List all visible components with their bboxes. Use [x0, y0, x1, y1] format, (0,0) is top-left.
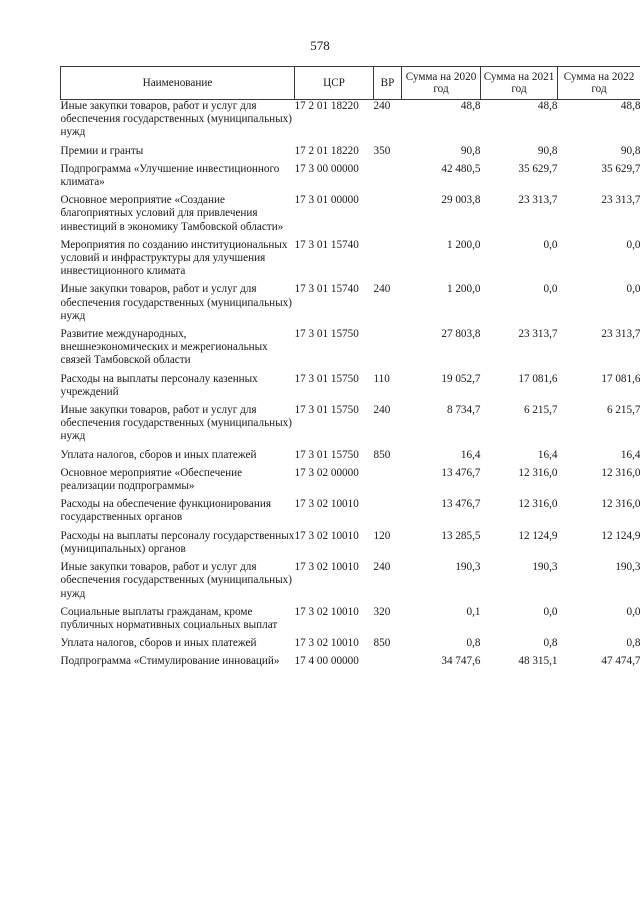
row-sum-2020: 13 285,5 — [441, 529, 481, 542]
table-row — [61, 498, 640, 529]
row-sum-2021: 12 316,0 — [518, 466, 558, 479]
table-row — [61, 163, 640, 194]
row-csr: 17 3 01 00000 — [294, 194, 359, 207]
table-row — [61, 194, 640, 239]
row-csr: 17 3 01 15750 — [294, 372, 359, 385]
row-name: Основное мероприятие «Обеспечение реализации подпрограммы» — [60, 466, 243, 493]
row-name: Иные закупки товаров, работ и услуг для обеспечения государственных (муниципальных) нужд — [60, 404, 292, 443]
row-vr: 240 — [373, 404, 391, 417]
row-name: Развитие международных, внешнеэкономических и межрегиональных связей Тамбовской области — [60, 328, 268, 367]
row-csr: 17 3 01 15750 — [294, 328, 359, 341]
page-number: 578 — [310, 38, 330, 53]
row-sum-2021: 23 313,7 — [518, 194, 558, 207]
row-sum-2020: 13 476,7 — [441, 498, 481, 511]
row-vr — [374, 194, 402, 239]
table-row — [61, 530, 640, 561]
row-csr: 17 3 01 15750 — [294, 404, 359, 417]
row-sum-2021: 16,4 — [537, 448, 558, 461]
budget-table — [60, 66, 640, 674]
row-name: Уплата налогов, сборов и иных платежей — [60, 637, 257, 650]
row-vr — [374, 498, 402, 529]
header-vr: ВР — [374, 67, 402, 100]
row-csr: 17 3 02 10010 — [294, 561, 359, 574]
row-sum-2022: 190,3 — [615, 561, 640, 574]
row-vr: 350 — [373, 144, 391, 157]
table-row — [61, 328, 640, 373]
row-name: Уплата налогов, сборов и иных платежей — [60, 448, 257, 461]
row-csr: 17 3 02 10010 — [294, 605, 359, 618]
row-sum-2021: 48,8 — [537, 100, 558, 112]
row-sum-2021: 12 124,9 — [518, 529, 558, 542]
row-csr: 17 2 01 18220 — [294, 100, 359, 112]
row-name: Подпрограмма «Стимулирование инноваций» — [60, 655, 280, 668]
row-sum-2021: 0,0 — [543, 238, 558, 251]
row-sum-2020: 190,3 — [455, 561, 481, 574]
header-name: Наименование — [61, 67, 295, 100]
row-vr: 850 — [373, 448, 391, 461]
row-sum-2022: 23 313,7 — [601, 328, 640, 341]
row-csr: 17 3 02 10010 — [294, 637, 359, 650]
row-vr — [374, 328, 402, 373]
row-sum-2020: 13 476,7 — [441, 466, 481, 479]
row-name: Расходы на выплаты персоналу государственных (муниципальных) органов — [60, 529, 295, 555]
row-csr: 17 3 01 15740 — [294, 283, 359, 296]
row-sum-2021: 6 215,7 — [523, 404, 558, 417]
row-sum-2021: 90,8 — [537, 144, 558, 157]
row-sum-2022: 12 124,9 — [601, 529, 640, 542]
row-csr: 17 2 01 18220 — [294, 144, 359, 157]
row-csr: 17 3 02 10010 — [294, 529, 359, 542]
row-csr: 17 3 02 00000 — [294, 466, 359, 479]
table-row — [61, 637, 640, 655]
table-row — [61, 373, 640, 404]
row-sum-2022: 90,8 — [620, 144, 640, 157]
row-name: Иные закупки товаров, работ и услуг для обеспечения государственных (муниципальных) нужд — [60, 283, 292, 322]
row-csr: 17 4 00 00000 — [294, 655, 359, 668]
row-sum-2022: 12 316,0 — [601, 498, 640, 511]
row-csr: 17 3 01 15740 — [294, 238, 359, 251]
row-sum-2020: 34 747,6 — [441, 655, 481, 668]
row-sum-2021: 0,8 — [543, 637, 558, 650]
row-sum-2020: 1 200,0 — [446, 238, 481, 251]
table-header — [61, 67, 640, 100]
row-sum-2022: 47 474,7 — [601, 655, 640, 668]
row-vr: 240 — [373, 283, 391, 296]
header-sum-2021: Сумма на 2021 год — [481, 67, 558, 100]
header-sum-2020: Сумма на 2020 год — [402, 67, 481, 100]
row-sum-2022: 0,0 — [626, 605, 640, 618]
header-sum-2022: Сумма на 2022 год — [558, 67, 640, 100]
row-sum-2022: 0,0 — [626, 283, 640, 296]
table-row — [61, 283, 640, 328]
row-sum-2021: 35 629,7 — [518, 162, 558, 175]
row-sum-2022: 35 629,7 — [601, 162, 640, 175]
row-vr: 110 — [373, 372, 390, 385]
row-sum-2021: 48 315,1 — [518, 655, 558, 668]
row-sum-2021: 23 313,7 — [518, 328, 558, 341]
row-csr: 17 3 00 00000 — [294, 162, 359, 175]
table-row — [61, 239, 640, 284]
row-vr: 240 — [373, 561, 391, 574]
row-name: Иные закупки товаров, работ и услуг для обеспечения государственных (муниципальных) нужд — [60, 561, 292, 600]
row-sum-2020: 42 480,5 — [441, 162, 481, 175]
row-name: Иные закупки товаров, работ и услуг для обеспечения государственных (муниципальных) нужд — [60, 100, 292, 139]
row-sum-2022: 12 316,0 — [601, 466, 640, 479]
row-sum-2021: 190,3 — [532, 561, 558, 574]
row-vr: 320 — [373, 605, 391, 618]
table-row — [61, 606, 640, 637]
table-row — [61, 467, 640, 498]
row-vr — [374, 655, 402, 673]
row-name: Подпрограмма «Улучшение инвестиционного климата» — [60, 162, 280, 189]
row-name: Премии и гранты — [60, 144, 144, 157]
row-vr — [374, 467, 402, 498]
row-sum-2020: 0,1 — [466, 605, 481, 618]
row-sum-2021: 12 316,0 — [518, 498, 558, 511]
row-name: Расходы на выплаты персоналу казенных учреждений — [60, 372, 258, 398]
row-sum-2020: 19 052,7 — [441, 372, 481, 385]
row-sum-2020: 0,8 — [466, 637, 481, 650]
row-sum-2020: 1 200,0 — [446, 283, 481, 296]
row-sum-2020: 16,4 — [460, 448, 481, 461]
table-row — [61, 655, 640, 673]
row-sum-2021: 0,0 — [543, 283, 558, 296]
row-sum-2020: 27 803,8 — [441, 328, 481, 341]
row-sum-2020: 48,8 — [460, 100, 481, 112]
table-row — [61, 145, 640, 163]
row-sum-2020: 90,8 — [460, 144, 481, 157]
row-sum-2022: 0,0 — [626, 238, 640, 251]
row-name: Мероприятия по созданию институциональных условий и инфраструктуры для улучшения инвестиционного климата — [60, 238, 288, 278]
header-row — [61, 67, 640, 100]
row-vr: 240 — [373, 100, 391, 112]
row-vr — [374, 163, 402, 194]
table-row — [61, 100, 640, 145]
row-sum-2022: 48,8 — [620, 100, 640, 112]
row-sum-2020: 8 734,7 — [446, 404, 481, 417]
row-sum-2022: 16,4 — [620, 448, 640, 461]
row-sum-2020: 29 003,8 — [441, 194, 481, 207]
row-name: Расходы на обеспечение функционирования государственных органов — [60, 498, 271, 524]
table-row — [61, 561, 640, 606]
table-row — [61, 449, 640, 467]
row-sum-2022: 0,8 — [626, 637, 640, 650]
header-csr: ЦСР — [295, 67, 374, 100]
row-sum-2022: 6 215,7 — [606, 404, 640, 417]
row-csr: 17 3 01 15750 — [294, 448, 359, 461]
row-vr: 120 — [373, 529, 391, 542]
row-name: Социальные выплаты гражданам, кроме публичных нормативных социальных выплат — [60, 605, 278, 631]
table-body — [61, 100, 640, 674]
row-sum-2021: 17 081,6 — [518, 372, 558, 385]
table-row — [61, 404, 640, 449]
row-sum-2022: 23 313,7 — [601, 194, 640, 207]
row-csr: 17 3 02 10010 — [294, 498, 359, 511]
row-vr: 850 — [373, 637, 391, 650]
row-name: Основное мероприятие «Создание благоприятных условий для привлечения инвестиций в экономику Тамбовской области» — [60, 194, 284, 233]
row-vr — [374, 239, 402, 284]
row-sum-2021: 0,0 — [543, 605, 558, 618]
row-sum-2022: 17 081,6 — [601, 372, 640, 385]
